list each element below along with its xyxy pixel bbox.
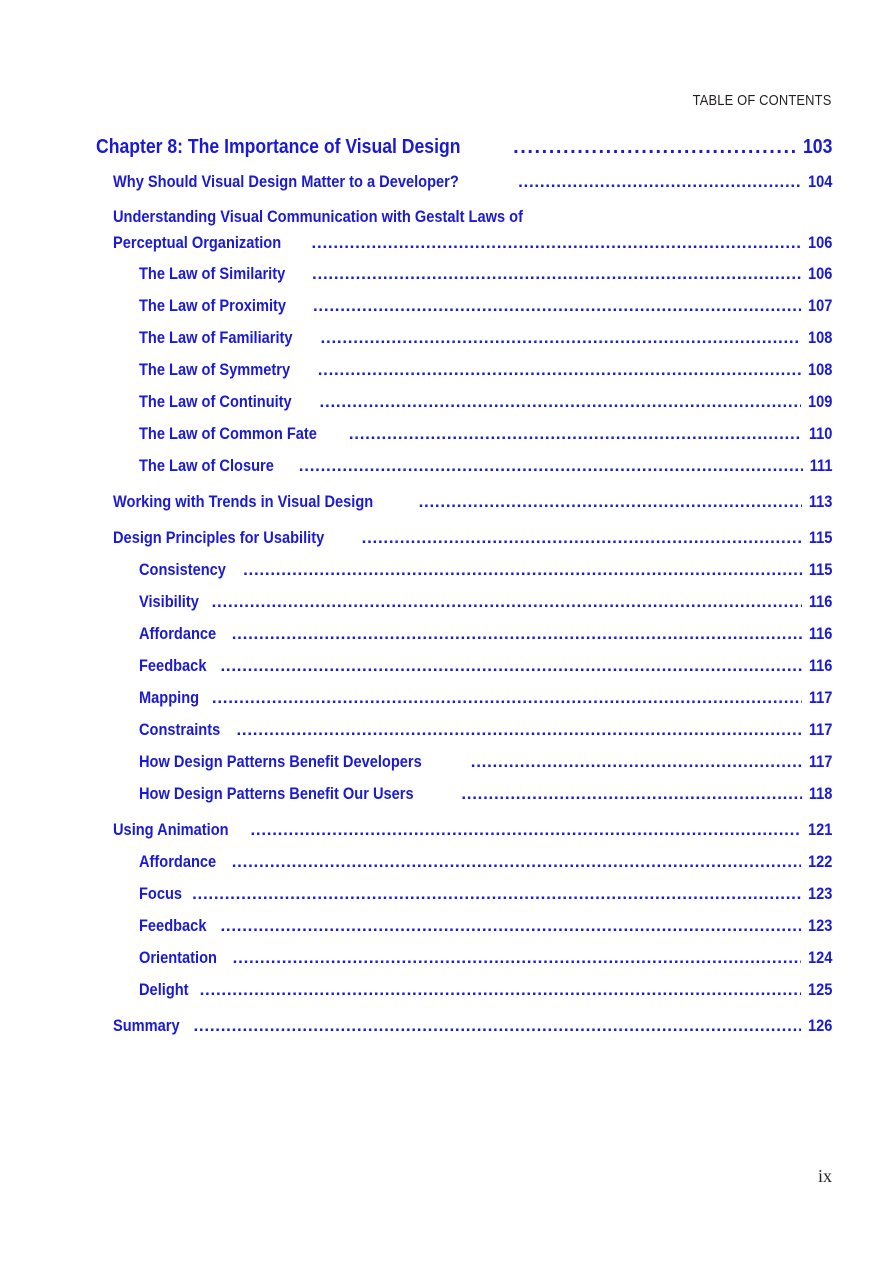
toc-entry-page: 115 [808,560,832,579]
toc-entry-title: Working with Trends in Visual Design [113,492,374,511]
table-of-contents [96,132,832,1042]
toc-entry[interactable] [96,386,832,418]
toc-entry[interactable] [96,554,832,586]
toc-entry-page: 106 [807,233,832,252]
toc-entry-title: The Law of Common Fate [139,424,317,443]
dot-leader [212,682,802,714]
toc-entry-title: Affordance [139,624,217,643]
toc-entry-title: Orientation [139,948,217,967]
toc-entry-page: 117 [808,688,832,707]
toc-entry-row [113,230,832,256]
toc-entry-page: 104 [807,172,832,191]
toc-entry-title: How Design Patterns Benefit Our Users [139,784,414,803]
toc-entry-page: 117 [808,720,832,739]
toc-entry-page: 103 [802,136,832,158]
dot-leader [349,418,802,450]
toc-entry-page: 123 [807,884,832,903]
dot-leader [192,878,801,910]
dot-leader [320,386,801,418]
toc-entry-title: Using Animation [113,820,229,839]
toc-entry[interactable] [96,450,832,482]
toc-entry-title-text: Understanding Visual Communication with Gestalt Laws of [113,207,523,226]
toc-entry-title: Delight [139,980,189,999]
toc-entry[interactable] [96,682,832,714]
toc-entry[interactable] [96,586,832,618]
dot-leader [318,354,801,386]
toc-entry-title-line2: Perceptual Organization [113,233,282,252]
toc-entry-page: 124 [807,948,832,967]
toc-entry[interactable] [96,846,832,878]
dot-leader [193,1010,800,1042]
toc-entry-title: How Design Patterns Benefit Developers [139,752,422,771]
toc-entry-title: Feedback [139,916,207,935]
toc-entry-title: The Law of Similarity [139,264,286,283]
dot-leader [299,450,803,482]
toc-entry[interactable] [96,290,832,322]
toc-entry-title: The Law of Proximity [139,296,287,315]
dot-leader [321,322,801,354]
toc-entry-title: The Law of Familiarity [139,328,293,347]
toc-entry-title: Chapter 8: The Importance of Visual Design [96,136,461,158]
toc-entry-title: The Law of Closure [139,456,274,475]
running-head: TABLE OF CONTENTS [692,92,831,109]
toc-entry-title-line1 [113,204,832,230]
toc-entry-title: Focus [139,884,183,903]
toc-entry-page: 107 [807,296,832,315]
dot-leader [220,650,801,682]
toc-entry[interactable] [96,486,832,518]
toc-entry-page: 115 [808,528,832,547]
toc-entry-page: 110 [808,424,832,443]
toc-entry[interactable] [96,778,832,810]
toc-entry-title: The Law of Continuity [139,392,292,411]
toc-entry[interactable] [96,974,832,1006]
dot-leader [250,814,800,846]
dot-leader [513,132,795,162]
page-number: ix [817,1166,832,1186]
toc-entry[interactable] [96,258,832,290]
toc-entry-page: 116 [808,592,832,611]
toc-entry-page: 126 [807,1016,832,1035]
dot-leader [518,166,801,198]
toc-entry-page: 116 [808,624,832,643]
toc-entry-page: 117 [808,752,832,771]
dot-leader [243,554,801,586]
toc-entry-page: 125 [807,980,832,999]
dot-leader [312,230,801,256]
dot-leader [362,522,802,554]
toc-entry[interactable] [96,522,832,554]
dot-leader [236,714,801,746]
toc-entry[interactable] [96,618,832,650]
dot-leader [200,974,801,1006]
toc-entry-title: Feedback [139,656,207,675]
dot-leader [461,778,801,810]
toc-entry-page: 106 [807,264,832,283]
dot-leader [313,290,801,322]
toc-entry[interactable] [96,418,832,450]
toc-entry-title: Mapping [139,688,200,707]
toc-entry-page: 122 [807,852,832,871]
toc-entry[interactable] [96,910,832,942]
toc-entry-page: 108 [807,360,832,379]
toc-entry-title: Affordance [139,852,217,871]
toc-entry-page: 121 [807,820,832,839]
toc-entry-title: The Law of Symmetry [139,360,291,379]
toc-entry-page: 123 [807,916,832,935]
toc-entry[interactable] [96,1010,832,1042]
toc-entry-title: Design Principles for Usability [113,528,325,547]
dot-leader [212,586,802,618]
dot-leader [220,910,800,942]
toc-entry-page: 118 [808,784,832,803]
toc-entry-title: Summary [113,1016,180,1035]
toc-entry-title: Consistency [139,560,226,579]
toc-entry[interactable] [96,650,832,682]
dot-leader [419,486,802,518]
toc-chapter-8[interactable] [96,132,832,162]
toc-entry[interactable] [96,746,832,778]
toc-entry[interactable] [96,322,832,354]
dot-leader [232,846,801,878]
toc-entry[interactable] [96,878,832,910]
toc-entry-gestalt[interactable] [96,204,832,256]
toc-entry[interactable] [96,814,832,846]
toc-entry-title: Why Should Visual Design Matter to a Developer? [113,172,459,191]
toc-entry-page: 108 [807,328,832,347]
toc-entry[interactable] [96,942,832,974]
dot-leader [312,258,801,290]
toc-entry[interactable] [96,166,832,198]
toc-entry[interactable] [96,354,832,386]
dot-leader [232,618,802,650]
toc-entry[interactable] [96,714,832,746]
toc-entry-page: 113 [808,492,832,511]
toc-entry-title: Visibility [139,592,199,611]
toc-entry-page: 109 [807,392,832,411]
toc-entry-page: 116 [808,656,832,675]
toc-entry-page: 111 [809,456,832,475]
toc-entry-title: Constraints [139,720,221,739]
dot-leader [471,746,802,778]
dot-leader [233,942,801,974]
